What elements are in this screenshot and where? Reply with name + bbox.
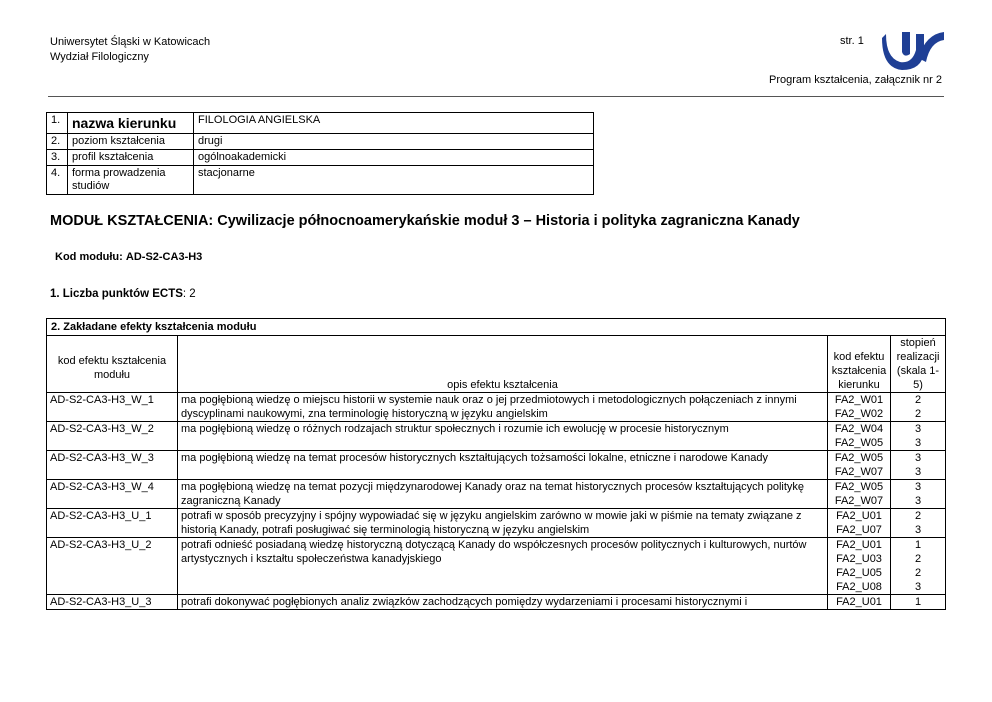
outcome-code: AD-S2-CA3-H3_W_4: [47, 480, 178, 509]
realization-degree: 1: [914, 539, 922, 551]
info-row: [47, 134, 594, 150]
outcome-description: potrafi dokonywać pogłębionych analiz związków zachodzących pomiędzy wydarzeniami i procesami historycznymi i: [178, 595, 828, 610]
table-row: [47, 509, 946, 538]
outcome-code: AD-S2-CA3-H3_W_3: [47, 451, 178, 480]
realization-degree: 2: [914, 394, 922, 406]
program-attachment-label: Program kształcenia, załącznik nr 2: [768, 74, 942, 86]
direction-code: FA2_U08: [836, 581, 882, 593]
info-row-label: profil kształcenia: [68, 150, 194, 166]
realization-degrees: [891, 451, 946, 480]
info-row-number: 1.: [47, 113, 68, 134]
realization-degrees: [891, 480, 946, 509]
table-row: [47, 538, 946, 595]
document-header-left: [50, 35, 210, 65]
university-logo-icon: [882, 28, 944, 74]
direction-code: FA2_W05: [834, 481, 884, 493]
table-row: [47, 480, 946, 509]
realization-degree: 3: [914, 466, 922, 478]
direction-code: FA2_W05: [834, 452, 884, 464]
info-row: [47, 150, 594, 166]
outcome-description: ma pogłębioną wiedzę o różnych rodzajach struktur społecznych i rozumie ich ewolucję w procesie historycznym: [178, 422, 828, 451]
table-row: [47, 422, 946, 451]
info-row-value: stacjonarne: [194, 166, 594, 195]
direction-codes: [828, 451, 891, 480]
realization-degree: 3: [914, 437, 922, 449]
column-header-row: [47, 336, 946, 393]
direction-code: FA2_U05: [836, 567, 882, 579]
section-header-row: [47, 319, 946, 336]
outcome-description: ma pogłębioną wiedzę na temat pozycji międzynarodowej Kanady oraz na temat historycznych procesów kształtujących politykę zagraniczną Kanady: [178, 480, 828, 509]
realization-degrees: [891, 538, 946, 595]
outcome-code: AD-S2-CA3-H3_U_1: [47, 509, 178, 538]
direction-code: FA2_W05: [834, 437, 884, 449]
table-row: [47, 393, 946, 422]
direction-code: FA2_W04: [834, 423, 884, 435]
info-row: [47, 113, 594, 134]
realization-degree: 3: [914, 524, 922, 536]
col-header-degree: stopień realizacji (skala 1-5): [891, 336, 946, 393]
direction-code: FA2_W02: [834, 408, 884, 420]
learning-outcomes-table: [46, 318, 946, 610]
outcome-code: AD-S2-CA3-H3_U_3: [47, 595, 178, 610]
info-row-value: FILOLOGIA ANGIELSKA: [194, 113, 594, 134]
realization-degrees: [891, 393, 946, 422]
info-row-value: ogólnoakademicki: [194, 150, 594, 166]
outcome-description: potrafi odnieść posiadaną wiedzę historyczną dotyczącą Kanady do współczesnych procesów politycznych i kulturowych, nurtów artystycznych i kształtu społeczeństwa kanadyjskiego: [178, 538, 828, 595]
direction-code: FA2_U07: [836, 524, 882, 536]
realization-degree: 2: [914, 510, 922, 522]
realization-degree: 1: [914, 596, 922, 608]
module-code-label: Kod modułu:: [55, 251, 123, 263]
outcome-code: AD-S2-CA3-H3_W_1: [47, 393, 178, 422]
realization-degree: 2: [914, 567, 922, 579]
realization-degree: 2: [914, 408, 922, 420]
direction-code: FA2_W01: [834, 394, 884, 406]
outcome-code: AD-S2-CA3-H3_W_2: [47, 422, 178, 451]
realization-degree: 3: [914, 495, 922, 507]
direction-codes: [828, 538, 891, 595]
realization-degree: 3: [914, 481, 922, 493]
info-row-label: nazwa kierunku: [68, 113, 194, 134]
table-row: [47, 595, 946, 610]
direction-codes: [828, 422, 891, 451]
info-row-value: drugi: [194, 134, 594, 150]
direction-code: FA2_U01: [836, 539, 882, 551]
module-title: MODUŁ KSZTAŁCENIA: Cywilizacje północnoamerykańskie moduł 3 – Historia i polityka zagraniczna Kanady: [50, 213, 800, 229]
col-header-module-code: kod efektu kształcenia modułu: [47, 336, 178, 393]
direction-codes: [828, 595, 891, 610]
direction-code: FA2_W07: [834, 466, 884, 478]
direction-code: FA2_U01: [836, 596, 882, 608]
university-name: Uniwersytet Śląski w Katowicach: [50, 36, 211, 48]
section-title: 2. Zakładane efekty kształcenia modułu: [47, 319, 946, 336]
direction-code: FA2_W07: [834, 495, 884, 507]
page-number: str. 1: [840, 35, 864, 47]
realization-degrees: [891, 595, 946, 610]
info-row-number: 2.: [47, 134, 68, 150]
direction-code: FA2_U01: [836, 510, 882, 522]
info-row-label: forma prowadzenia studiów: [68, 166, 194, 195]
header-divider: [48, 96, 944, 97]
faculty-name: Wydział Filologiczny: [50, 51, 149, 63]
realization-degree: 3: [914, 581, 922, 593]
direction-codes: [828, 480, 891, 509]
program-info-table: [46, 112, 594, 195]
outcome-description: ma pogłębioną wiedzę o miejscu historii w systemie nauk oraz o jej przedmiotowych i metodologicznych połączeniach z innymi dyscyplinami naukowymi, zna terminologię historyczną w języku angielskim: [178, 393, 828, 422]
realization-degrees: [891, 422, 946, 451]
outcome-code: AD-S2-CA3-H3_U_2: [47, 538, 178, 595]
module-code-value: AD-S2-CA3-H3: [125, 251, 203, 263]
ects-line: [50, 288, 196, 300]
realization-degree: 3: [914, 423, 922, 435]
table-row: [47, 451, 946, 480]
col-header-direction-code: kod efektu kształcenia kierunku: [828, 336, 891, 393]
module-code-line: [55, 251, 202, 263]
ects-value: : 2: [182, 288, 196, 300]
direction-codes: [828, 393, 891, 422]
outcome-description: potrafi w sposób precyzyjny i spójny wypowiadać się w języku angielskim zarówno w mowie jaki w piśmie na tematy związane z historią Kanady, potrafi posługiwać się terminologią historyczną w języku angielskim: [178, 509, 828, 538]
direction-code: FA2_U03: [836, 553, 882, 565]
info-row-number: 3.: [47, 150, 68, 166]
realization-degree: 3: [914, 452, 922, 464]
info-row: [47, 166, 594, 195]
ects-label: 1. Liczba punktów ECTS: [50, 288, 183, 300]
col-header-description: opis efektu kształcenia: [178, 336, 828, 393]
outcome-description: ma pogłębioną wiedzę na temat procesów historycznych kształtujących tożsamości lokalne, etniczne i narodowe Kanady: [178, 451, 828, 480]
direction-codes: [828, 509, 891, 538]
realization-degree: 2: [914, 553, 922, 565]
info-row-label: poziom kształcenia: [68, 134, 194, 150]
realization-degrees: [891, 509, 946, 538]
info-row-number: 4.: [47, 166, 68, 195]
